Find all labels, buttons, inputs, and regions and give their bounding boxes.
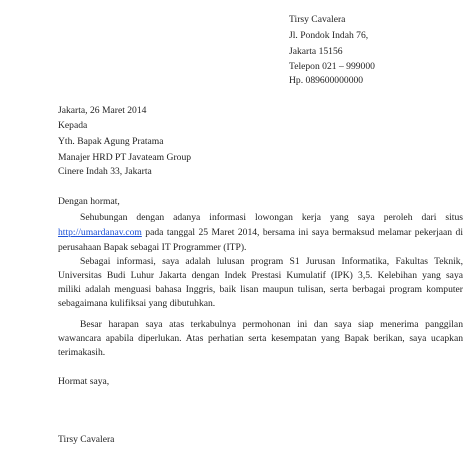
paragraph-2-line: Universitas Budi Luhur Jakarta dengan Indek Prestasi Kumulatif (IPK) 3,5. Kelebihan yang saya (58, 270, 463, 281)
sender-city: Jakarta 15156 (289, 46, 343, 57)
recipient-address: Cinere Indah 33, Jakarta (58, 166, 152, 177)
sender-phone: Telepon 021 – 999000 (289, 61, 375, 72)
paragraph-1-text: pada tanggal 25 Maret 2014, bersama ini saya bermaksud melamar pekerjaan di (141, 227, 463, 238)
source-link[interactable]: http://umardanav.com (58, 227, 142, 238)
paragraph-1-line: perusahaan Bapak sebagai IT Programmer (ITP). (58, 242, 247, 253)
signature-name: Tirsy Cavalera (58, 434, 115, 445)
recipient-title: Manajer HRD PT Javateam Group (58, 152, 192, 163)
closing: Hormat saya, (58, 376, 110, 387)
paragraph-3-line: wawancara apabila diperlukan. Atas perhatian serta kesempatan yang Bapak berikan, saya ucapkan (58, 333, 463, 344)
sender-street: Jl. Pondok Indah 76, (289, 30, 369, 41)
recipient-name: Yth. Bapak Agung Pratama (58, 136, 164, 147)
paragraph-1-line (58, 227, 463, 239)
paragraph-3-line: Besar harapan saya atas terkabulnya permohonan ini dan saya siap menerima panggilan (80, 319, 463, 330)
sender-mobile: Hp. 089600000000 (289, 75, 364, 86)
paragraph-2-line: miliki adalah menguasi bahasa Inggris, baik lisan maupun tulisan, serta berbagai program komputer (58, 284, 463, 295)
salutation: Dengan hormat, (58, 196, 120, 207)
sender-name: Tirsy Cavalera (289, 14, 346, 25)
paragraph-2-line: sebagaimana kulifiksai yang dibutuhkan. (58, 298, 216, 309)
paragraph-2-line: Sebagai informasi, saya adalah lulusan program S1 Jurusan Informatika, Fakultas Teknik, (80, 256, 463, 267)
letter-date: Jakarta, 26 Maret 2014 (58, 105, 147, 116)
paragraph-1-line: Sehubungan dengan adanya informasi lowongan kerja yang saya peroleh dari situs (80, 212, 463, 223)
recipient-intro: Kepada (58, 120, 88, 131)
paragraph-3-line: terimakasih. (58, 347, 106, 358)
